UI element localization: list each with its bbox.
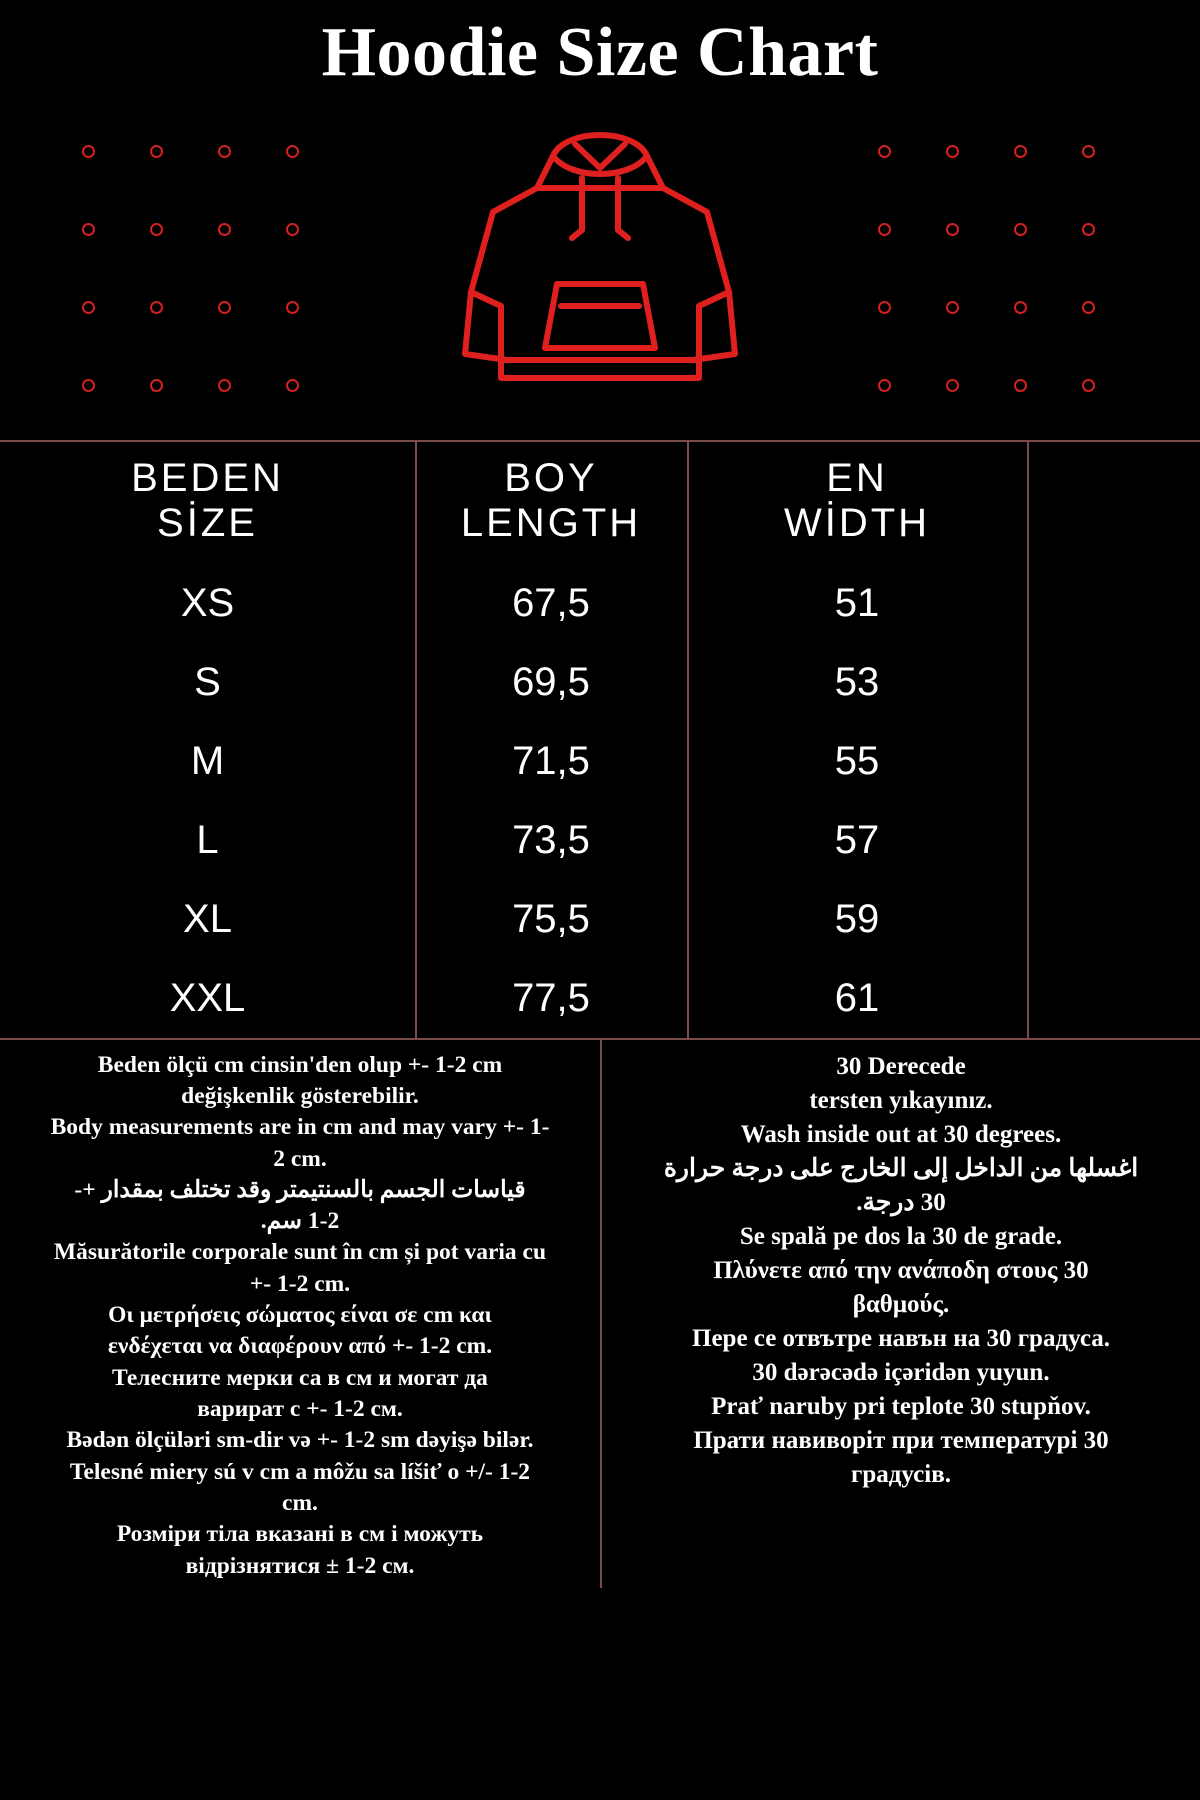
- cell-width: 57: [834, 817, 880, 862]
- note-line: Телесните мерки са в см и могат да: [112, 1364, 488, 1391]
- table-row: [0, 643, 1200, 722]
- circle-outline-icon: [150, 223, 163, 236]
- circle-outline-icon: [150, 301, 163, 314]
- note-line: +- 1-2 cm.: [249, 1270, 351, 1297]
- note-line: Se spală pe dos la 30 de grade.: [739, 1222, 1063, 1250]
- note-line: tersten yıkayınız.: [809, 1086, 993, 1114]
- cell-length: 71,5: [512, 738, 590, 783]
- circle-outline-icon: [286, 379, 299, 392]
- cell-width: 51: [834, 580, 880, 625]
- measurement-notes: [0, 1040, 600, 1588]
- note-line: اغسلها من الداخل إلى الخارج على درجة حرارة: [663, 1154, 1139, 1182]
- circle-outline-icon: [878, 379, 891, 392]
- column-header-size: BEDEN SİZE: [131, 456, 284, 545]
- notes-section: [0, 1040, 1200, 1588]
- cell-length: 75,5: [512, 896, 590, 941]
- cell-width: 59: [834, 896, 880, 941]
- cell-size: S: [194, 659, 221, 704]
- cell-width: 53: [834, 659, 880, 704]
- dot-grid-left: [82, 145, 354, 457]
- table-row: [0, 959, 1200, 1038]
- cell-size: XL: [183, 896, 232, 941]
- circle-outline-icon: [1082, 223, 1095, 236]
- cell-length: 69,5: [512, 659, 590, 704]
- chart-header: [0, 0, 1200, 440]
- column-header-length: BOY LENGTH: [460, 456, 642, 545]
- note-line: 30 درجة.: [856, 1188, 946, 1216]
- circle-outline-icon: [1014, 145, 1027, 158]
- circle-outline-icon: [150, 379, 163, 392]
- note-line: Body measurements are in cm and may vary +- 1-: [50, 1114, 550, 1141]
- note-line: Bədən ölçüləri sm-dir və +- 1-2 sm dəyişə bilər.: [66, 1427, 534, 1454]
- table-row: [0, 722, 1200, 801]
- table-divider: [687, 442, 689, 1038]
- cell-empty: [1027, 801, 1200, 880]
- column-header-empty: [1027, 442, 1200, 564]
- table-row: [0, 564, 1200, 643]
- note-line: Măsurătorile corporale sunt în cm și pot varia cu: [53, 1239, 547, 1266]
- note-line: 30 Derecede: [836, 1052, 966, 1080]
- note-line: Πλύνετε από την ανάποδη στους 30: [713, 1256, 1089, 1284]
- column-header-width: EN WİDTH: [783, 456, 931, 545]
- circle-outline-icon: [1014, 223, 1027, 236]
- cell-size: XXL: [169, 975, 246, 1020]
- note-line: βαθμούς.: [852, 1290, 950, 1318]
- cell-empty: [1027, 880, 1200, 959]
- note-line: değişkenlik gösterebilir.: [181, 1082, 419, 1109]
- table-row: [0, 801, 1200, 880]
- washing-instructions: [600, 1040, 1200, 1588]
- circle-outline-icon: [218, 301, 231, 314]
- circle-outline-icon: [286, 223, 299, 236]
- size-table-container: [0, 440, 1200, 1040]
- circle-outline-icon: [218, 223, 231, 236]
- circle-outline-icon: [150, 145, 163, 158]
- page-title: Hoodie Size Chart: [321, 14, 879, 91]
- cell-size: XS: [180, 580, 235, 625]
- note-line: Telesné miery sú v cm a môžu sa líšiť o +/- 1-2: [69, 1458, 531, 1485]
- circle-outline-icon: [218, 145, 231, 158]
- circle-outline-icon: [82, 301, 95, 314]
- size-table: [0, 442, 1200, 1038]
- table-row: [0, 880, 1200, 959]
- cell-length: 73,5: [512, 817, 590, 862]
- cell-width: 55: [834, 738, 880, 783]
- circle-outline-icon: [82, 223, 95, 236]
- note-line: قياسات الجسم بالسنتيمتر وقد تختلف بمقدار +-: [74, 1176, 526, 1203]
- cell-empty: [1027, 643, 1200, 722]
- table-divider: [1027, 442, 1029, 1038]
- circle-outline-icon: [878, 145, 891, 158]
- circle-outline-icon: [946, 145, 959, 158]
- note-line: ενδέχεται να διαφέρουν από +- 1-2 cm.: [107, 1333, 493, 1360]
- circle-outline-icon: [878, 301, 891, 314]
- circle-outline-icon: [286, 145, 299, 158]
- cell-empty: [1027, 564, 1200, 643]
- note-line: 30 dərəcədə içəridən yuyun.: [752, 1358, 1050, 1386]
- cell-size: M: [190, 738, 225, 783]
- note-line: Розміри тіла вказані в см і можуть: [116, 1521, 484, 1548]
- hoodie-outline-icon: [435, 110, 765, 415]
- circle-outline-icon: [82, 145, 95, 158]
- note-line: Prať naruby pri teplote 30 stupňov.: [711, 1392, 1091, 1420]
- note-line: 2 cm.: [273, 1145, 327, 1172]
- circle-outline-icon: [1082, 301, 1095, 314]
- note-line: Beden ölçü cm cinsin'den olup +- 1-2 cm: [97, 1051, 503, 1078]
- circle-outline-icon: [82, 379, 95, 392]
- circle-outline-icon: [878, 223, 891, 236]
- cell-length: 67,5: [512, 580, 590, 625]
- cell-empty: [1027, 722, 1200, 801]
- circle-outline-icon: [1014, 379, 1027, 392]
- note-line: варират с +- 1-2 см.: [197, 1396, 403, 1423]
- circle-outline-icon: [1014, 301, 1027, 314]
- circle-outline-icon: [286, 301, 299, 314]
- note-line: Прати навиворіт при температурі 30: [693, 1426, 1109, 1454]
- cell-size: L: [196, 817, 219, 862]
- circle-outline-icon: [218, 379, 231, 392]
- circle-outline-icon: [946, 223, 959, 236]
- table-divider: [415, 442, 417, 1038]
- note-line: відрізнятися ± 1-2 см.: [185, 1552, 415, 1579]
- note-line: Οι μετρήσεις σώματος είναι σε cm και: [108, 1302, 492, 1329]
- table-header-row: [0, 442, 1200, 564]
- note-line: Пере се отвътре навън на 30 градуса.: [692, 1324, 1110, 1352]
- circle-outline-icon: [946, 379, 959, 392]
- circle-outline-icon: [1082, 379, 1095, 392]
- cell-empty: [1027, 959, 1200, 1038]
- cell-length: 77,5: [512, 975, 590, 1020]
- circle-outline-icon: [1082, 145, 1095, 158]
- cell-width: 61: [834, 975, 880, 1020]
- circle-outline-icon: [946, 301, 959, 314]
- note-line: cm.: [282, 1489, 318, 1516]
- note-line: 1-2 سم.: [260, 1208, 340, 1235]
- note-line: градусів.: [851, 1460, 951, 1488]
- note-line: Wash inside out at 30 degrees.: [740, 1120, 1062, 1148]
- dot-grid-right: [870, 145, 1142, 457]
